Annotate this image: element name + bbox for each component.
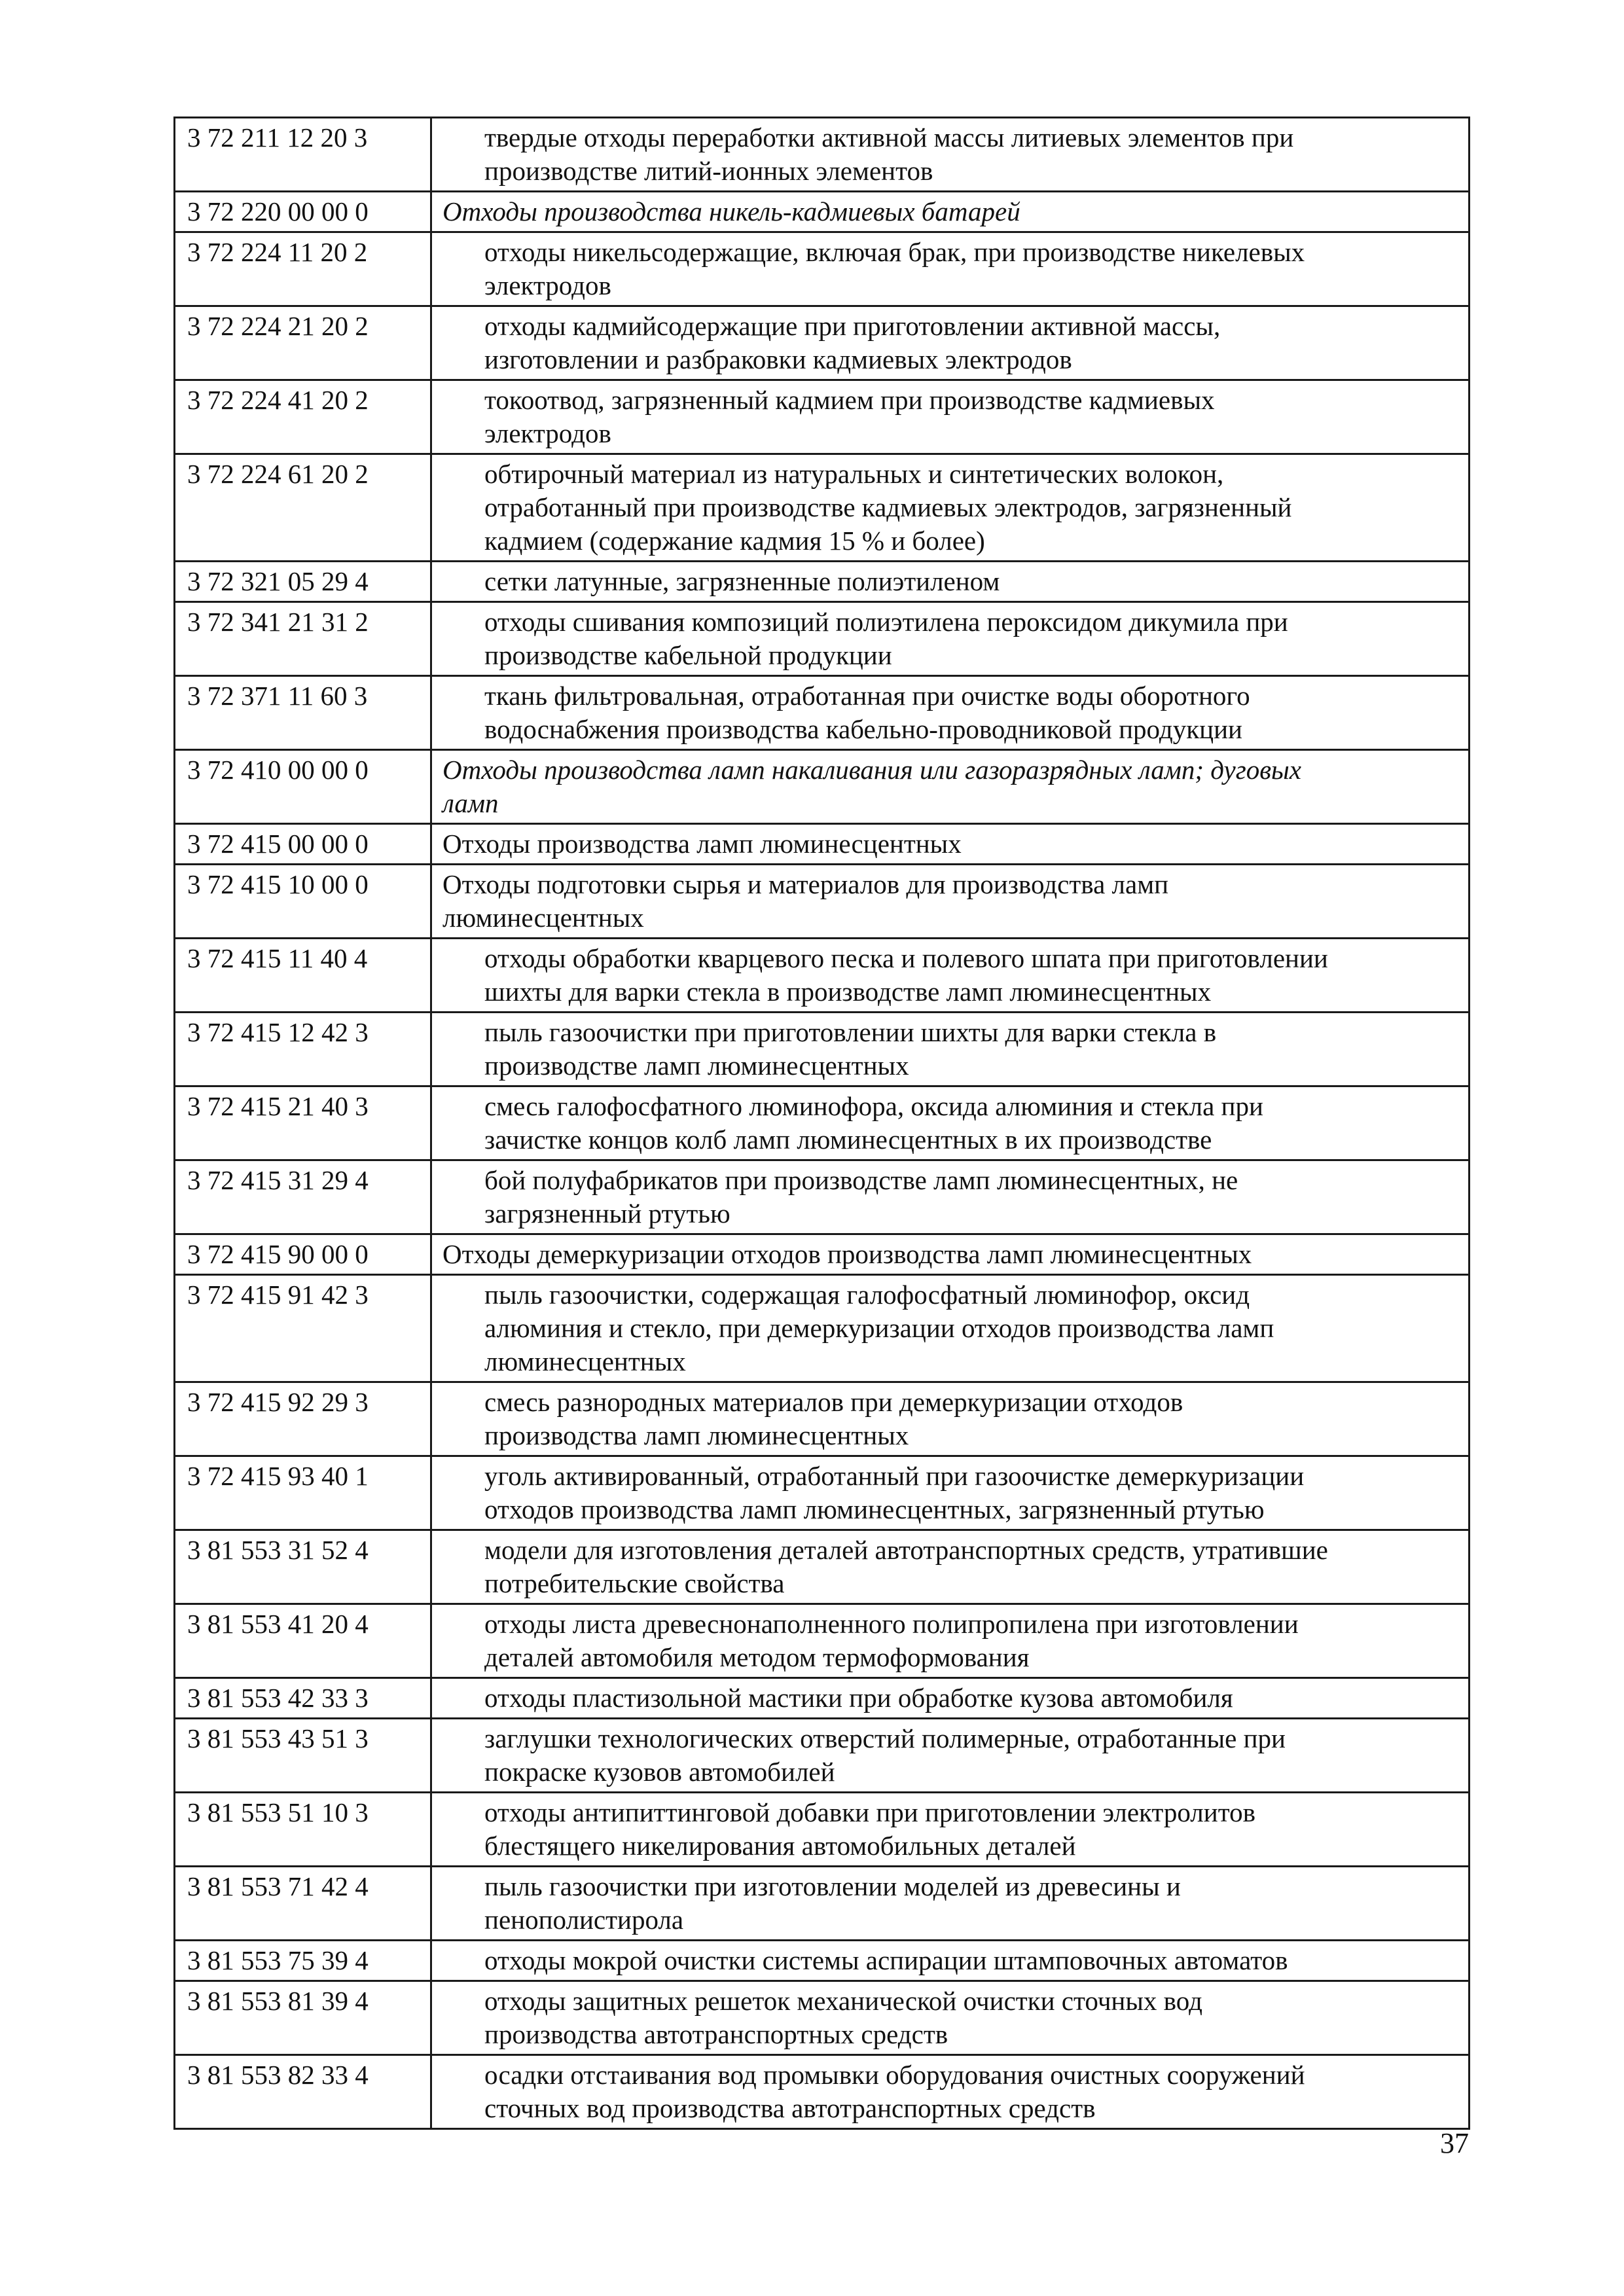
table-row [175,939,1470,1013]
waste-description-cell: отходы обработки кварцевого песка и полевого шпата при приготовлении шихты для варки стекла в производстве ламп люминесцентных [431,939,1470,1013]
waste-code-cell: 3 72 211 12 20 3 [175,118,431,192]
waste-code-cell: 3 72 371 11 60 3 [175,676,431,750]
waste-description-cell: отходы листа древеснонаполненного полипропилена при изготовлении деталей автомобиля методом термоформования [431,1604,1470,1678]
waste-description-cell: смесь разнородных материалов при демеркуризации отходов производства ламп люминесцентных [431,1382,1470,1456]
waste-description-cell: Отходы производства никель-кадмиевых батарей [431,192,1470,232]
table-row [175,380,1470,454]
waste-code-cell: 3 81 553 31 52 4 [175,1530,431,1604]
waste-code-cell: 3 72 224 21 20 2 [175,306,431,380]
waste-description-cell: отходы защитных решеток механической очистки сточных вод производства автотранспортных средств [431,1981,1470,2055]
waste-description-cell: уголь активированный, отработанный при газоочистке демеркуризации отходов производства ламп люминесцентных, загрязненный ртутью [431,1456,1470,1530]
waste-description-cell: отходы мокрой очистки системы аспирации штамповочных автоматов [431,1941,1470,1981]
table-body [175,118,1470,2129]
waste-code-cell: 3 81 553 82 33 4 [175,2055,431,2129]
waste-code-cell: 3 72 415 12 42 3 [175,1013,431,1086]
waste-code-cell: 3 81 553 71 42 4 [175,1867,431,1941]
waste-code-cell: 3 72 321 05 29 4 [175,562,431,602]
table-row [175,602,1470,676]
page-number: 37 [1440,2127,1469,2159]
waste-code-cell: 3 72 341 21 31 2 [175,602,431,676]
table-row [175,118,1470,192]
waste-code-cell: 3 81 553 43 51 3 [175,1719,431,1793]
waste-description-cell: пыль газоочистки при изготовлении моделей из древесины и пенополистирола [431,1867,1470,1941]
waste-code-cell: 3 72 415 90 00 0 [175,1234,431,1275]
waste-description-cell: сетки латунные, загрязненные полиэтиленом [431,562,1470,602]
waste-description-cell: токоотвод, загрязненный кадмием при производстве кадмиевых электродов [431,380,1470,454]
waste-code-cell: 3 81 553 51 10 3 [175,1793,431,1867]
waste-description-cell: модели для изготовления деталей автотранспортных средств, утратившие потребительские свойства [431,1530,1470,1604]
table-row [175,1456,1470,1530]
waste-code-cell: 3 72 224 61 20 2 [175,454,431,562]
table-row [175,454,1470,562]
waste-description-cell: Отходы подготовки сырья и материалов для производства ламп люминесцентных [431,865,1470,939]
table-row [175,750,1470,824]
waste-code-cell: 3 72 415 91 42 3 [175,1275,431,1382]
table-row [175,232,1470,306]
waste-classification-table [173,117,1470,2130]
waste-code-cell: 3 72 415 92 29 3 [175,1382,431,1456]
waste-description-cell: обтирочный материал из натуральных и синтетических волокон, отработанный при производстве кадмиевых электродов, загрязненный кадмием (содержание кадмия 15 % и более) [431,454,1470,562]
waste-description-cell: пыль газоочистки при приготовлении шихты для варки стекла в производстве ламп люминесцентных [431,1013,1470,1086]
table-row [175,306,1470,380]
table-row [175,1941,1470,1981]
waste-code-cell: 3 72 220 00 00 0 [175,192,431,232]
table-row [175,865,1470,939]
waste-description-cell: Отходы производства ламп люминесцентных [431,824,1470,865]
waste-description-cell: отходы пластизольной мастики при обработке кузова автомобиля [431,1678,1470,1719]
waste-description-cell: отходы никельсодержащие, включая брак, при производстве никелевых электродов [431,232,1470,306]
table-row [175,192,1470,232]
waste-code-cell: 3 72 415 93 40 1 [175,1456,431,1530]
waste-description-cell: Отходы демеркуризации отходов производства ламп люминесцентных [431,1234,1470,1275]
waste-description-cell: заглушки технологических отверстий полимерные, отработанные при покраске кузовов автомобилей [431,1719,1470,1793]
waste-code-cell: 3 81 553 42 33 3 [175,1678,431,1719]
waste-code-cell: 3 72 415 31 29 4 [175,1160,431,1234]
waste-code-cell: 3 72 415 21 40 3 [175,1086,431,1160]
table-row [175,824,1470,865]
waste-code-cell: 3 81 553 81 39 4 [175,1981,431,2055]
waste-description-cell: отходы сшивания композиций полиэтилена пероксидом дикумила при производстве кабельной продукции [431,602,1470,676]
table-row [175,1678,1470,1719]
waste-code-cell: 3 72 415 10 00 0 [175,865,431,939]
waste-description-cell: смесь галофосфатного люминофора, оксида алюминия и стекла при зачистке концов колб ламп люминесцентных в их производстве [431,1086,1470,1160]
table-row [175,1530,1470,1604]
table-row [175,1013,1470,1086]
table-row [175,1793,1470,1867]
table-row [175,1981,1470,2055]
waste-code-cell: 3 72 415 00 00 0 [175,824,431,865]
waste-description-cell: твердые отходы переработки активной массы литиевых элементов при производстве литий-ионных элементов [431,118,1470,192]
waste-code-cell: 3 72 415 11 40 4 [175,939,431,1013]
waste-description-cell: пыль газоочистки, содержащая галофосфатный люминофор, оксид алюминия и стекло, при демеркуризации отходов производства ламп люминесцентных [431,1275,1470,1382]
waste-description-cell: бой полуфабрикатов при производстве ламп люминесцентных, не загрязненный ртутью [431,1160,1470,1234]
waste-code-cell: 3 81 553 41 20 4 [175,1604,431,1678]
table-row [175,1604,1470,1678]
waste-code-cell: 3 72 410 00 00 0 [175,750,431,824]
waste-description-cell: отходы кадмийсодержащие при приготовлении активной массы, изготовлении и разбраковки кадмиевых электродов [431,306,1470,380]
table-row [175,1086,1470,1160]
table-row [175,562,1470,602]
table-row [175,1275,1470,1382]
table-row [175,1234,1470,1275]
table-row [175,1160,1470,1234]
waste-description-cell: осадки отстаивания вод промывки оборудования очистных сооружений сточных вод производства автотранспортных средств [431,2055,1470,2129]
table-row [175,1719,1470,1793]
table-row [175,1867,1470,1941]
table-row [175,2055,1470,2129]
waste-description-cell: Отходы производства ламп накаливания или газоразрядных ламп; дуговых ламп [431,750,1470,824]
waste-description-cell: ткань фильтровальная, отработанная при очистке воды оборотного водоснабжения производства кабельно-проводниковой продукции [431,676,1470,750]
table-row [175,676,1470,750]
waste-code-cell: 3 81 553 75 39 4 [175,1941,431,1981]
table-row [175,1382,1470,1456]
waste-code-cell: 3 72 224 41 20 2 [175,380,431,454]
waste-code-cell: 3 72 224 11 20 2 [175,232,431,306]
waste-description-cell: отходы антипиттинговой добавки при приготовлении электролитов блестящего никелирования автомобильных деталей [431,1793,1470,1867]
